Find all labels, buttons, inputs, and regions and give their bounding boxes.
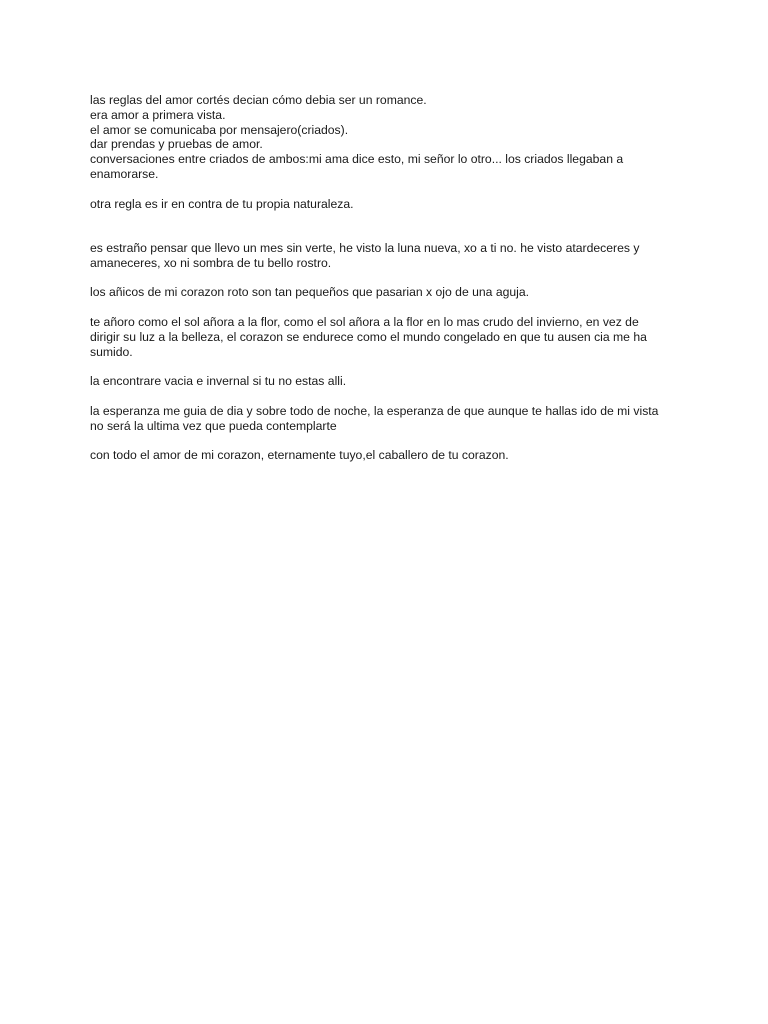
- text-line: te añoro como el sol añora a la flor, como el sol añora a la flor en lo mas crudo del invierno, en vez de: [90, 314, 639, 329]
- text-line: amaneceres, xo ni sombra de tu bello rostro.: [90, 255, 332, 270]
- paragraph-gap: [90, 182, 690, 197]
- text-line: enamorarse.: [90, 166, 159, 181]
- text-line: las reglas del amor cortés decian cómo debia ser un romance.: [90, 93, 427, 107]
- text-line: los añicos de mi corazon roto son tan pequeños que pasarian x ojo de una aguja.: [90, 285, 530, 300]
- intro-paragraph: [90, 93, 690, 182]
- text-line: conversaciones entre criados de ambos:mi ama dice esto, mi señor lo otro... los criados llegaban a: [90, 152, 624, 167]
- text-line: la esperanza me guia de dia y sobre todo de noche, la esperanza de que aunque te hallas ido de mi vista: [90, 403, 659, 418]
- document-page: [90, 93, 690, 463]
- text-line: sumido.: [90, 344, 133, 359]
- text-line: era amor a primera vista.: [90, 107, 226, 122]
- paragraph-gap: [90, 389, 690, 404]
- text-line: dar prendas y pruebas de amor.: [90, 137, 263, 152]
- paragraph-gap: [90, 211, 690, 241]
- text-line: otra regla es ir en contra de tu propia naturaleza.: [90, 196, 354, 211]
- paragraph-gap: [90, 300, 690, 315]
- letter-paragraph-5: [90, 404, 690, 434]
- rule-paragraph: [90, 197, 690, 212]
- letter-paragraph-1: [90, 241, 690, 271]
- text-line: dirigir su luz a la belleza, el corazon se endurece como el mundo congelado en que tu ausen cia me ha: [90, 329, 647, 344]
- letter-closing: [90, 448, 690, 463]
- paragraph-gap: [90, 271, 690, 286]
- text-line: con todo el amor de mi corazon, eternamente tuyo,el caballero de tu corazon.: [90, 448, 509, 463]
- letter-paragraph-3: [90, 315, 690, 359]
- text-line: el amor se comunicaba por mensajero(criados).: [90, 122, 349, 137]
- text-line: no será la ultima vez que pueda contemplarte: [90, 418, 337, 433]
- paragraph-gap: [90, 433, 690, 448]
- letter-paragraph-2: [90, 285, 690, 300]
- text-line: la encontrare vacia e invernal si tu no estas alli.: [90, 374, 347, 389]
- paragraph-gap: [90, 359, 690, 374]
- letter-paragraph-4: [90, 374, 690, 389]
- text-line: es estraño pensar que llevo un mes sin verte, he visto la luna nueva, xo a ti no. he visto atardeceres y: [90, 240, 640, 255]
